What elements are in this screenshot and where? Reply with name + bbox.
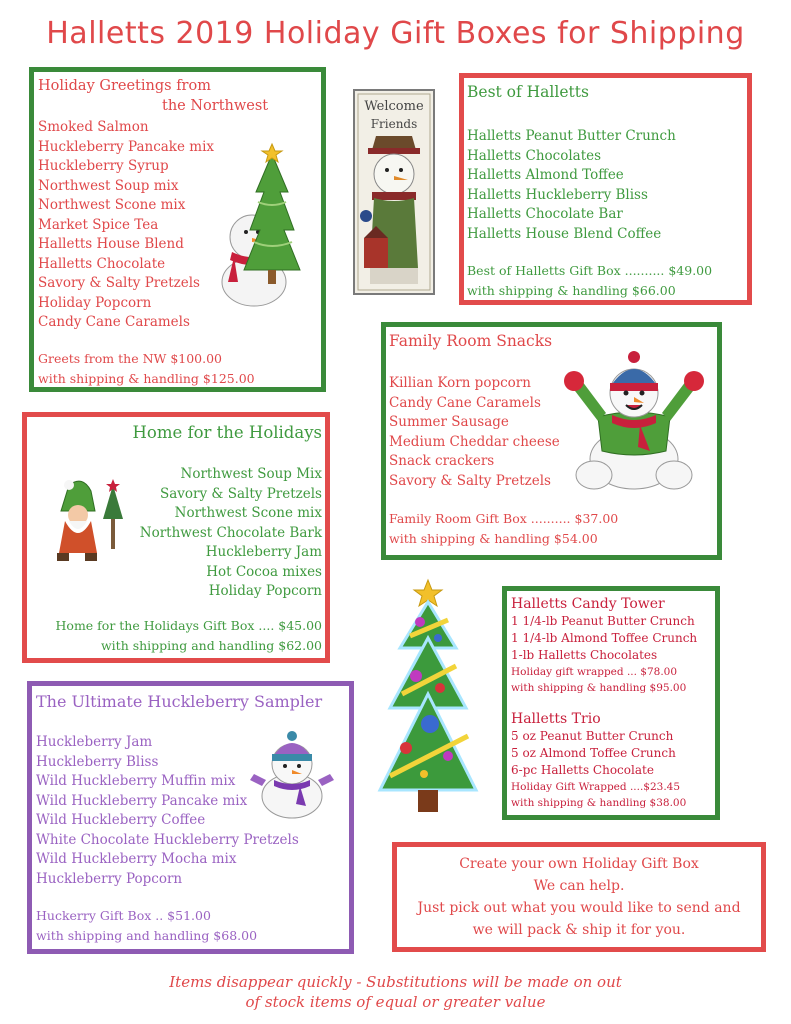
list-item: Wild Huckleberry Muffin mix [36, 773, 236, 789]
list-item: Summer Sausage [389, 414, 509, 430]
ultimate-shipping: with shipping and handling $68.00 [36, 927, 258, 943]
friends-text: Friends [370, 117, 418, 131]
ultimate-heading: The Ultimate Huckleberry Sampler [36, 692, 323, 711]
tower-price: Holiday gift wrapped ... $78.00 [511, 666, 678, 678]
list-item: Market Spice Tea [38, 216, 159, 233]
best-price: Best of Halletts Gift Box .......... $49.00 [467, 263, 713, 278]
custom-line-4: we will pack & ship it for you. [472, 922, 686, 938]
family-shipping: with shipping & handling $54.00 [389, 530, 598, 546]
list-item: Halletts Huckleberry Bliss [467, 186, 648, 203]
christmas-tree-illustration [376, 576, 480, 814]
greetings-box [29, 67, 326, 392]
trio-price: Holiday Gift Wrapped ....$23.45 [511, 781, 681, 793]
list-item: Northwest Soup Mix [180, 466, 322, 482]
gnome-illustration [39, 475, 127, 565]
list-item: Huckleberry Jam [36, 734, 153, 750]
ultimate-price: Huckerry Gift Box .. $51.00 [36, 908, 211, 923]
list-item: Halletts Chocolate [38, 255, 166, 272]
list-item: Halletts Chocolates [467, 147, 602, 164]
list-item: Savory & Salty Pretzels [389, 472, 551, 489]
custom-line-2: We can help. [533, 878, 625, 894]
tower-items [511, 613, 697, 664]
greetings-heading-line2: the Northwest [162, 98, 269, 114]
list-item: Northwest Scone mix [174, 505, 322, 521]
greetings-items [38, 118, 214, 333]
trio-shipping: with shipping & handling $38.00 [511, 797, 687, 809]
list-item: Savory & Salty Pretzels [160, 485, 322, 502]
footer-line-2: of stock items of equal or greater value [245, 993, 546, 1011]
greetings-heading: Holiday Greetings from [38, 78, 211, 94]
list-item: Hot Cocoa mixes [206, 563, 322, 580]
list-item: Candy Cane Caramels [389, 394, 541, 411]
list-item: Smoked Salmon [38, 119, 149, 135]
create-your-own-box [392, 842, 766, 952]
list-item: Wild Huckleberry Coffee [36, 812, 206, 828]
list-item: White Chocolate Huckleberry Pretzels [36, 831, 299, 848]
list-item: Huckleberry Bliss [36, 753, 159, 770]
list-item: Halletts House Blend [38, 236, 184, 252]
greetings-price: Greets from the NW $100.00 [38, 351, 223, 366]
custom-line-3: Just pick out what you would like to send and [417, 900, 741, 916]
list-item: Snack crackers [389, 453, 495, 469]
family-heading: Family Room Snacks [389, 332, 553, 350]
list-item: Northwest Scone mix [38, 197, 186, 213]
list-item: Halletts Peanut Butter Crunch [467, 128, 676, 144]
ultimate-huckleberry-box [27, 681, 354, 954]
list-item: 1-lb Halletts Chocolates [511, 648, 658, 662]
home-heading: Home for the Holidays [132, 423, 322, 442]
list-item: Huckleberry Pancake mix [38, 138, 214, 155]
custom-line-1: Create your own Holiday Gift Box [459, 856, 699, 872]
list-item: Wild Huckleberry Pancake mix [36, 792, 248, 809]
list-item: Wild Huckleberry Mocha mix [36, 851, 237, 867]
list-item: 5 oz Almond Toffee Crunch [511, 746, 676, 760]
home-for-holidays-box [22, 412, 330, 663]
footer-line-1: Items disappear quickly - Substitutions will be made on out [169, 973, 622, 991]
best-of-halletts-box [459, 73, 752, 305]
greetings-shipping: with shipping & handling $125.00 [38, 370, 255, 386]
tower-heading: Halletts Candy Tower [511, 596, 665, 612]
list-item: Huckleberry Jam [205, 544, 322, 560]
trio-items [511, 728, 676, 779]
list-item: 1 1/4-lb Almond Toffee Crunch [511, 631, 698, 645]
list-item: Killian Korn popcorn [389, 375, 531, 391]
candy-tower-trio-box [502, 586, 720, 820]
list-item: Northwest Chocolate Bark [139, 524, 322, 541]
family-room-box [381, 322, 722, 560]
welcome-text: Welcome [364, 99, 424, 114]
list-item: Huckleberry Syrup [38, 158, 169, 174]
family-price: Family Room Gift Box .......... $37.00 [389, 511, 619, 526]
home-price: Home for the Holidays Gift Box .... $45.00 [55, 618, 322, 633]
small-snowman-illustration [246, 730, 338, 822]
list-item: Halletts Almond Toffee [467, 167, 624, 183]
list-item: Halletts House Blend Coffee [467, 225, 662, 242]
list-item: Huckleberry Popcorn [36, 870, 183, 887]
list-item: Northwest Soup mix [38, 177, 179, 194]
list-item: Savory & Salty Pretzels [38, 275, 200, 291]
page-title: Halletts 2019 Holiday Gift Boxes for Shipping [46, 16, 745, 51]
list-item: 1 1/4-lb Peanut Butter Crunch [511, 614, 695, 628]
list-item: Medium Cheddar cheese [389, 433, 560, 450]
welcome-friends-sign-illustration [352, 88, 436, 296]
list-item: 6-pc Halletts Chocolate [511, 763, 654, 777]
list-item: Holiday Popcorn [208, 583, 322, 599]
home-shipping: with shipping and handling $62.00 [100, 637, 322, 653]
tower-shipping: with shipping & handling $95.00 [511, 682, 687, 694]
trio-heading: Halletts Trio [511, 711, 601, 727]
best-heading: Best of Halletts [467, 83, 589, 101]
list-item: 5 oz Peanut Butter Crunch [511, 729, 674, 743]
family-items [389, 374, 560, 491]
snowman-tree-illustration [214, 142, 324, 312]
cheering-snowman-illustration [554, 347, 714, 497]
list-item: Holiday Popcorn [38, 294, 152, 311]
best-shipping: with shipping & handling $66.00 [467, 282, 676, 298]
list-item: Candy Cane Caramels [38, 314, 190, 330]
list-item: Halletts Chocolate Bar [467, 206, 623, 222]
best-items [467, 127, 676, 244]
home-items [140, 465, 322, 602]
